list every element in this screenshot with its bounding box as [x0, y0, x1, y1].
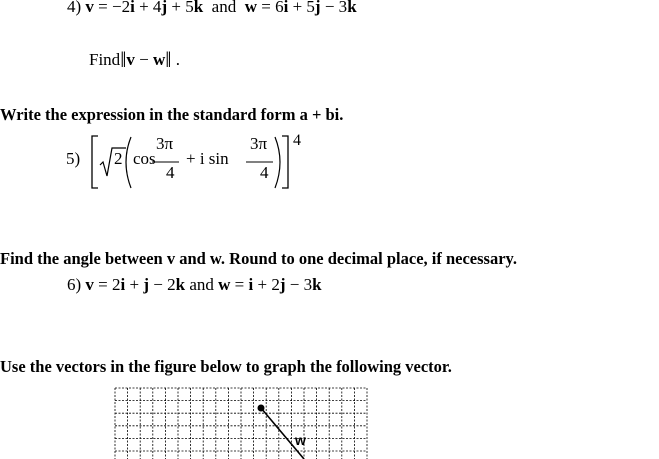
section-heading-angle: Find the angle between v and w. Round to one decimal place, if necessary.	[0, 249, 518, 268]
grid-lines	[115, 388, 367, 459]
unit-i: i	[120, 275, 126, 294]
period: .	[175, 50, 180, 69]
unit-k: k	[347, 0, 357, 16]
coefficient: + 2	[257, 275, 280, 294]
unit-i: i	[283, 0, 289, 16]
plus-i-sin: + i sin	[186, 149, 229, 168]
vector-grid-figure	[112, 386, 372, 459]
norm-close: ‖	[165, 47, 172, 72]
section-heading-graph: Use the vectors in the figure below to graph the following vector.	[0, 357, 452, 376]
problem-6	[67, 275, 322, 295]
fraction-denominator: 4	[260, 163, 269, 182]
problem-number: 5)	[66, 149, 81, 168]
vector-w-tail-point	[258, 405, 265, 412]
coefficient: + 5	[292, 0, 315, 16]
problem-number: 6)	[67, 275, 82, 294]
coefficient: − 3	[324, 0, 348, 16]
norm-v: v	[126, 50, 135, 69]
unit-k: k	[193, 0, 204, 16]
unit-j: j	[161, 0, 168, 16]
coefficient: −2	[112, 0, 131, 16]
right-bracket	[282, 136, 288, 188]
coefficient: = 2	[98, 275, 121, 294]
left-paren	[126, 137, 131, 188]
coefficient: − 2	[153, 275, 176, 294]
and-word: and	[189, 275, 214, 294]
equals-sign: =	[234, 275, 245, 294]
fraction-denominator: 4	[166, 163, 175, 182]
vector-w: w	[244, 0, 257, 16]
unit-k: k	[312, 275, 322, 294]
unit-i: i	[248, 275, 254, 294]
vector-v: v	[85, 0, 94, 16]
left-bracket	[92, 136, 98, 188]
coefficient: − 3	[289, 275, 313, 294]
norm-w: w	[152, 50, 166, 69]
exponent: 4	[293, 132, 301, 149]
fraction-numerator: 3π	[156, 134, 174, 153]
find-word: Find	[89, 50, 121, 69]
plus-sign: +	[129, 275, 140, 294]
and-word: and	[211, 0, 237, 16]
vector-w: w	[218, 275, 231, 294]
coefficient: + 5	[171, 0, 194, 16]
unit-k: k	[175, 275, 186, 294]
problem-4	[67, 0, 357, 17]
fraction-numerator: 3π	[250, 134, 268, 153]
unit-j: j	[143, 275, 150, 294]
vector-v: v	[85, 275, 94, 294]
cos-function: cos	[133, 149, 156, 168]
problem-4-find	[89, 47, 180, 73]
minus-sign: −	[139, 50, 149, 69]
right-paren	[275, 137, 280, 188]
vector-w-label: w	[295, 432, 306, 448]
section-heading-standard-form: Write the expression in the standard form a + bi.	[0, 105, 344, 124]
coefficient: + 4	[139, 0, 162, 16]
sqrt-argument: 2	[114, 149, 123, 168]
unit-i: i	[130, 0, 135, 16]
equals-sign: =	[261, 0, 271, 16]
norm-open: ‖	[120, 47, 127, 72]
equals-sign: =	[98, 0, 108, 16]
unit-j: j	[314, 0, 321, 16]
unit-j: j	[279, 275, 286, 294]
problem-number: 4)	[67, 0, 82, 16]
coefficient: 6	[275, 0, 284, 16]
